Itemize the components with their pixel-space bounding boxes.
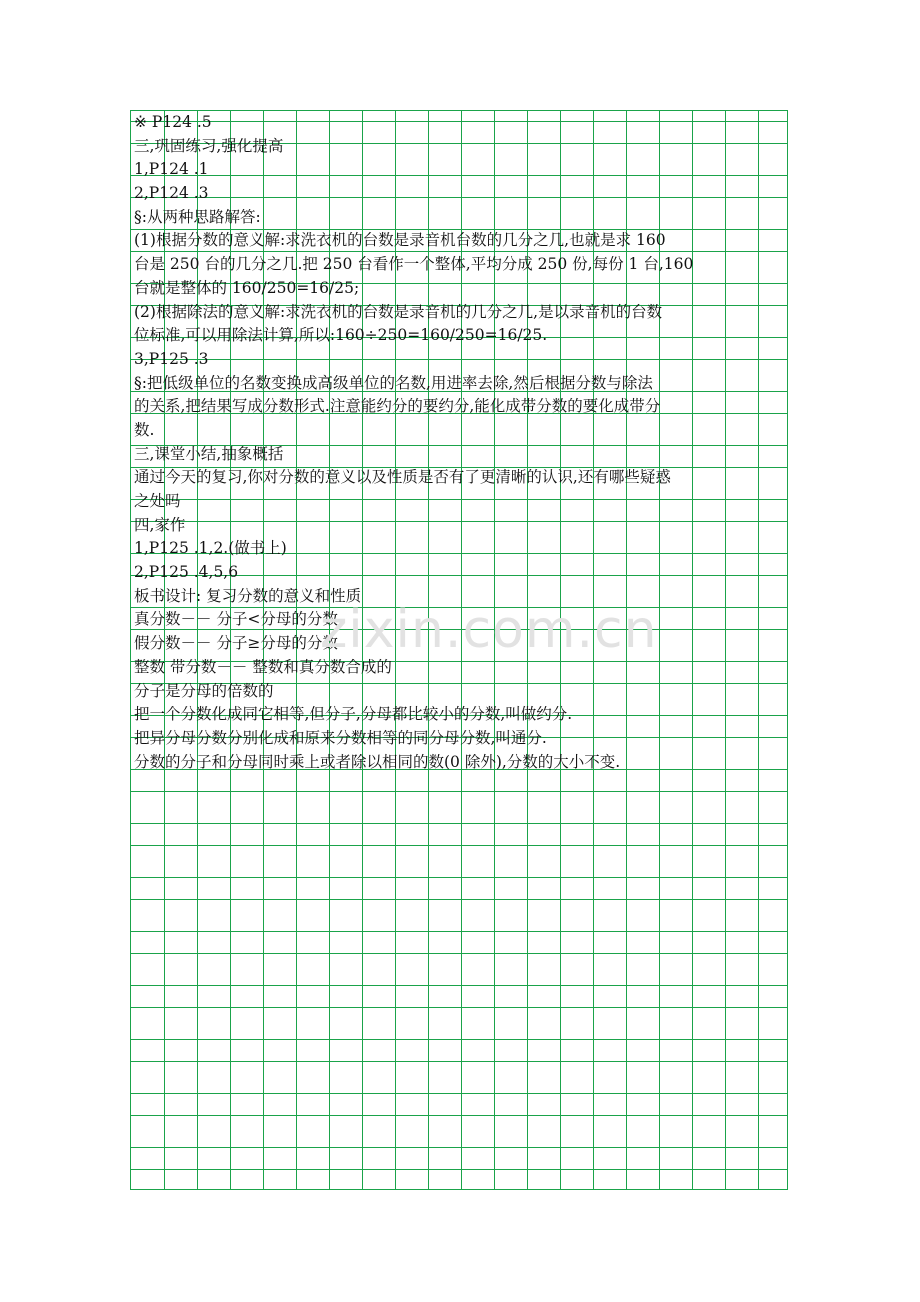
text-line: 数. xyxy=(134,420,155,439)
text-line: 1,P125 .1,2.(做书上) xyxy=(134,539,287,558)
text-line: 真分数－－ 分子<分母的分数 xyxy=(134,610,338,629)
text-line: 四,家作 xyxy=(134,515,186,534)
text-line: 3,P125 .3 xyxy=(134,349,209,368)
document-body xyxy=(134,111,788,774)
text-line: 三,巩固练习,强化提高 xyxy=(134,136,284,155)
text-line: 位标准,可以用除法计算,所以:160÷250=160/250=16/25. xyxy=(134,326,548,345)
text-line: 台就是整体的 160/250=16/25; xyxy=(134,278,360,297)
text-line: ※ P124 .5 xyxy=(134,113,212,131)
text-line: 2,P124 .3 xyxy=(134,184,209,203)
text-line: 整数 带分数－－ 整数和真分数合成的 xyxy=(134,657,392,676)
text-line: §:从两种思路解答: xyxy=(134,207,261,226)
watermark: zixin.com.cn xyxy=(320,600,658,660)
text-line: 之处吗 xyxy=(134,492,181,510)
text-line: 通过今天的复习,你对分数的意义以及性质是否有了更清晰的认识,还有哪些疑惑 xyxy=(134,468,671,487)
text-line: (2)根据除法的意义解:求洗衣机的台数是录音机的几分之几,是以录音机的台数 xyxy=(134,302,663,321)
grid-paper xyxy=(130,110,788,1190)
text-line: 的关系,把结果写成分数形式.注意能约分的要约分,能化成带分数的要化成带分 xyxy=(134,397,661,416)
text-line: 台是 250 台的几分之几.把 250 台看作一个整体,平均分成 250 份,每份 1 台,160 xyxy=(134,255,694,274)
text-line: 三,课堂小结,抽象概括 xyxy=(134,444,284,463)
text-line: 假分数－－ 分子≥分母的分数 xyxy=(134,634,338,653)
text-line: 2,P125 .4,5,6 xyxy=(134,563,239,582)
text-line: 分子是分母的倍数的 xyxy=(134,681,274,700)
text-line: 把异分母分数分别化成和原来分数相等的同分母分数,叫通分. xyxy=(134,728,547,747)
text-line: 分数的分子和分母同时乘上或者除以相同的数(0 除外),分数的大小不变. xyxy=(134,752,621,771)
text-line: 把一个分数化成同它相等,但分子,分母都比较小的分数,叫做约分. xyxy=(134,705,573,724)
text-line: 1,P124 .1 xyxy=(134,160,209,179)
text-line: §:把低级单位的名数变换成高级单位的名数,用进率去除,然后根据分数与除法 xyxy=(134,373,653,392)
text-line: 板书设计: 复习分数的意义和性质 xyxy=(134,586,362,605)
text-line: (1)根据分数的意义解:求洗衣机的台数是录音机台数的几分之几,也就是求 160 xyxy=(134,231,666,250)
